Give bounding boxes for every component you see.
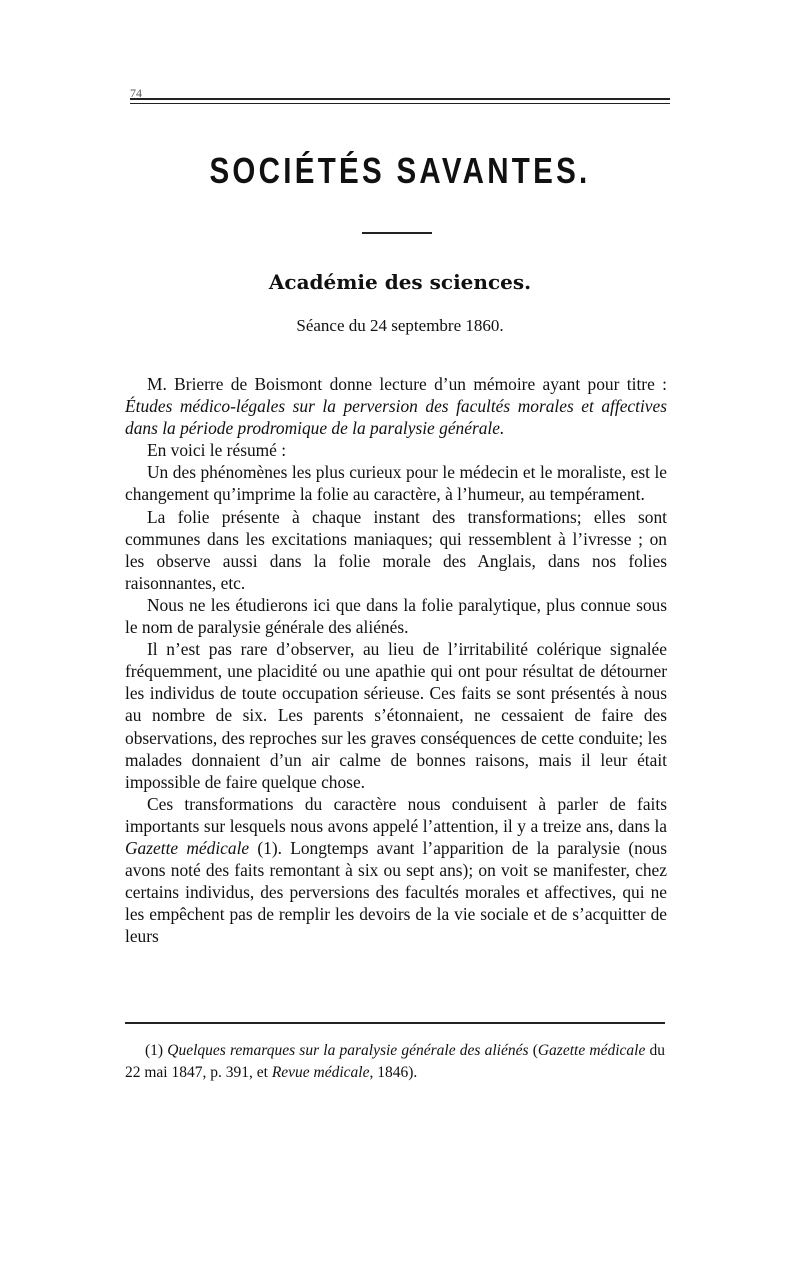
paragraph: En voici le résumé : bbox=[147, 440, 287, 461]
paragraph: La folie présente à chaque instant des transformations; elles sont communes dans les excitations maniaques; qui ressemblent à l’ivresse ; on les observe aussi dans la folie morale des Anglais, dans nos folies raisonnantes, etc. bbox=[125, 506, 667, 593]
paragraph: Un des phénomènes les plus curieux pour le médecin et le moraliste, est le changement qu’imprime la folie au caractère, à l’humeur, au tempérament. bbox=[125, 462, 667, 505]
section-heading: Académie des sciences. bbox=[268, 270, 532, 294]
article-body bbox=[125, 373, 667, 947]
session-date: Séance du 24 septembre 1860. bbox=[296, 316, 504, 335]
header-rule bbox=[130, 98, 670, 104]
title-divider bbox=[362, 232, 432, 234]
footnote: (1) Quelques remarques sur la paralysie générale des aliénés (Gazette médicale du 22 mai 1847, p. 391, et Revue médicale, 1846). bbox=[125, 1042, 666, 1081]
page-number: 74 bbox=[130, 86, 142, 100]
paragraph: Nous ne les étudierons ici que dans la folie paralytique, plus connue sous le nom de paralysie générale des aliénés. bbox=[125, 594, 667, 638]
footnote-rule bbox=[125, 1022, 665, 1024]
page-title: SOCIÉTÉS SAVANTES. bbox=[209, 150, 591, 191]
paragraph: Il n’est pas rare d’observer, au lieu de l’irritabilité colérique signalée fréquemment, une placidité ou une apathie qui ont pour résultat de détourner les individus de toute occupation sérieuse. Ces faits se sont présentés à nous au nombre de six. Les parents s’étonnaient, ne cessaient de faire des observations, des reproches sur les graves conséquences de cette conduite; les malades donnaient d’un air calme de bonnes raisons, mais il leur était impossible de faire quelque chose. bbox=[125, 639, 667, 792]
paragraph: M. Brierre de Boismont donne lecture d’un mémoire ayant pour titre : Études médico-légales sur la perversion des facultés morales et affectives dans la période prodromique de la paralysie générale. bbox=[125, 374, 667, 439]
paragraph: Ces transformations du caractère nous conduisent à parler de faits importants sur lesquels nous avons appelé l’attention, il y a treize ans, dans la Gazette médicale (1). Longtemps avant l’apparition de la paralysie (nous avons noté des faits remontant à six ou sept ans); on voit se manifester, chez certains individus, des perversions des facultés morales et affectives, qui ne les empêchent pas de remplir les devoirs de la vie sociale et de s’acquitter de leurs bbox=[125, 793, 667, 947]
